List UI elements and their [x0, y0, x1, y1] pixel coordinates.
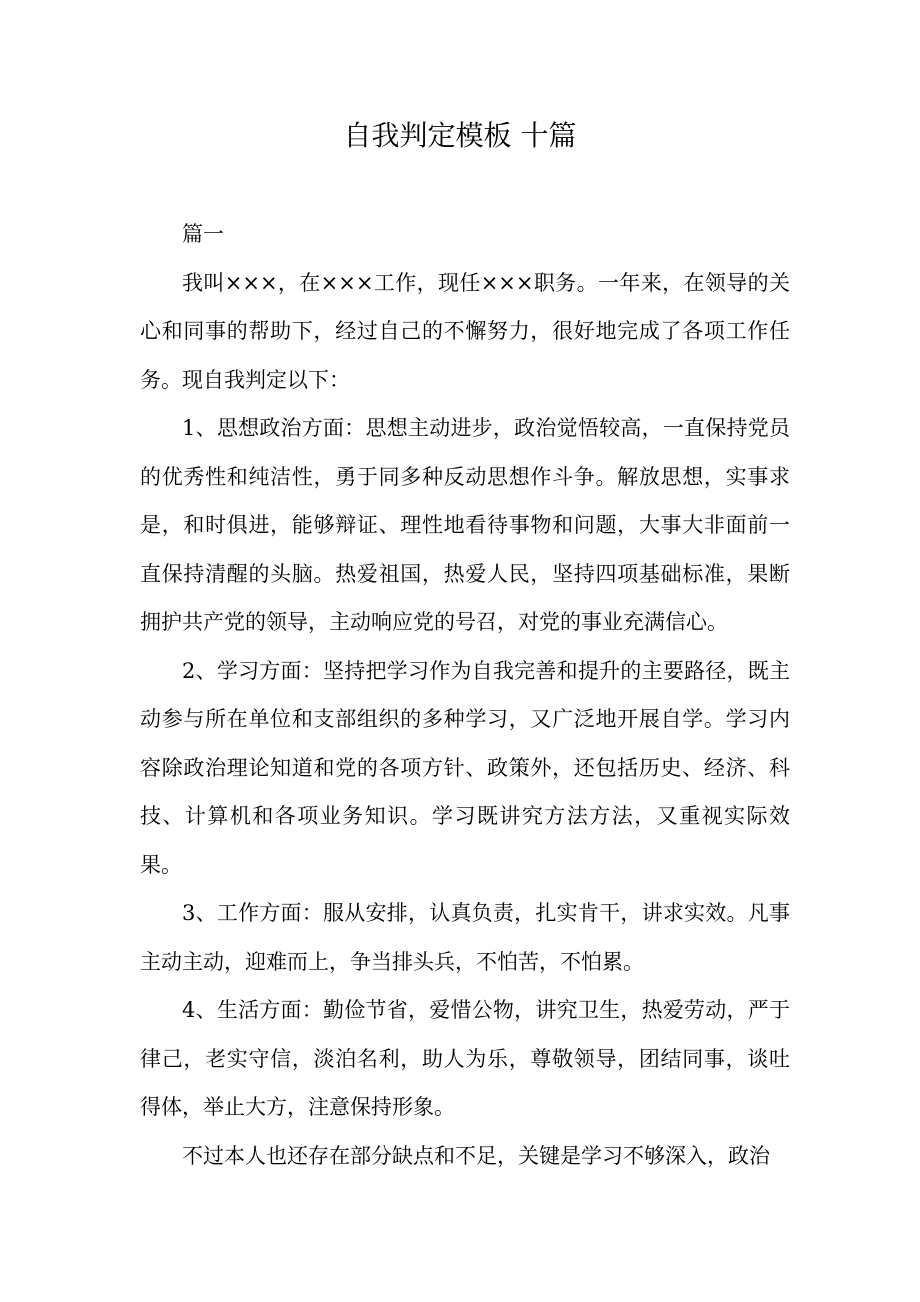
political-paragraph: 1、思想政治方面：思想主动进步，政治觉悟较高，一直保持党员的优秀性和纯洁性，勇于同多种反动思想作斗争。解放思想，实事求是，和时俱进，能够辩证、理性地看待事物和问题，大事大非面前一直保持清醒的头脑。热爱祖国，热爱人民，坚持四项基础标准，果断拥护共产党的领导，主动响应党的号召，对党的事业充满信心。	[140, 416, 790, 634]
study-paragraph: 2、学习方面：坚持把学习作为自我完善和提升的主要路径，既主动参与所在单位和支部组织的多种学习，又广泛地开展自学。学习内容除政治理论知道和党的各项方针、政策外，还包括历史、经济、科技、计算机和各项业务知识。学习既讲究方法方法，又重视实际效果。	[140, 658, 790, 877]
document-title: 自我判定模板 十篇	[343, 119, 577, 152]
section-heading: 篇一	[182, 222, 224, 246]
intro-paragraph: 我叫×××，在×××工作，现任×××职务。一年来，在领导的关心和同事的帮助下，经过自己的不懈努力，很好地完成了各项工作任务。现自我判定以下：	[140, 270, 790, 392]
life-paragraph: 4、生活方面：勤俭节省，爱惜公物，讲究卫生，热爱劳动，严于律己，老实守信，淡泊名利，助人为乐，尊敬领导，团结同事，谈吐得体，举止大方，注意保持形象。	[140, 998, 790, 1119]
document-body	[140, 210, 790, 1180]
shortcomings-paragraph: 不过本人也还存在部分缺点和不足，关键是学习不够深入，政治	[182, 1143, 770, 1168]
work-paragraph: 3、工作方面：服从安排，认真负责，扎实肯干，讲求实效。凡事主动主动，迎难而上，争当排头兵，不怕苦，不怕累。	[140, 901, 790, 974]
